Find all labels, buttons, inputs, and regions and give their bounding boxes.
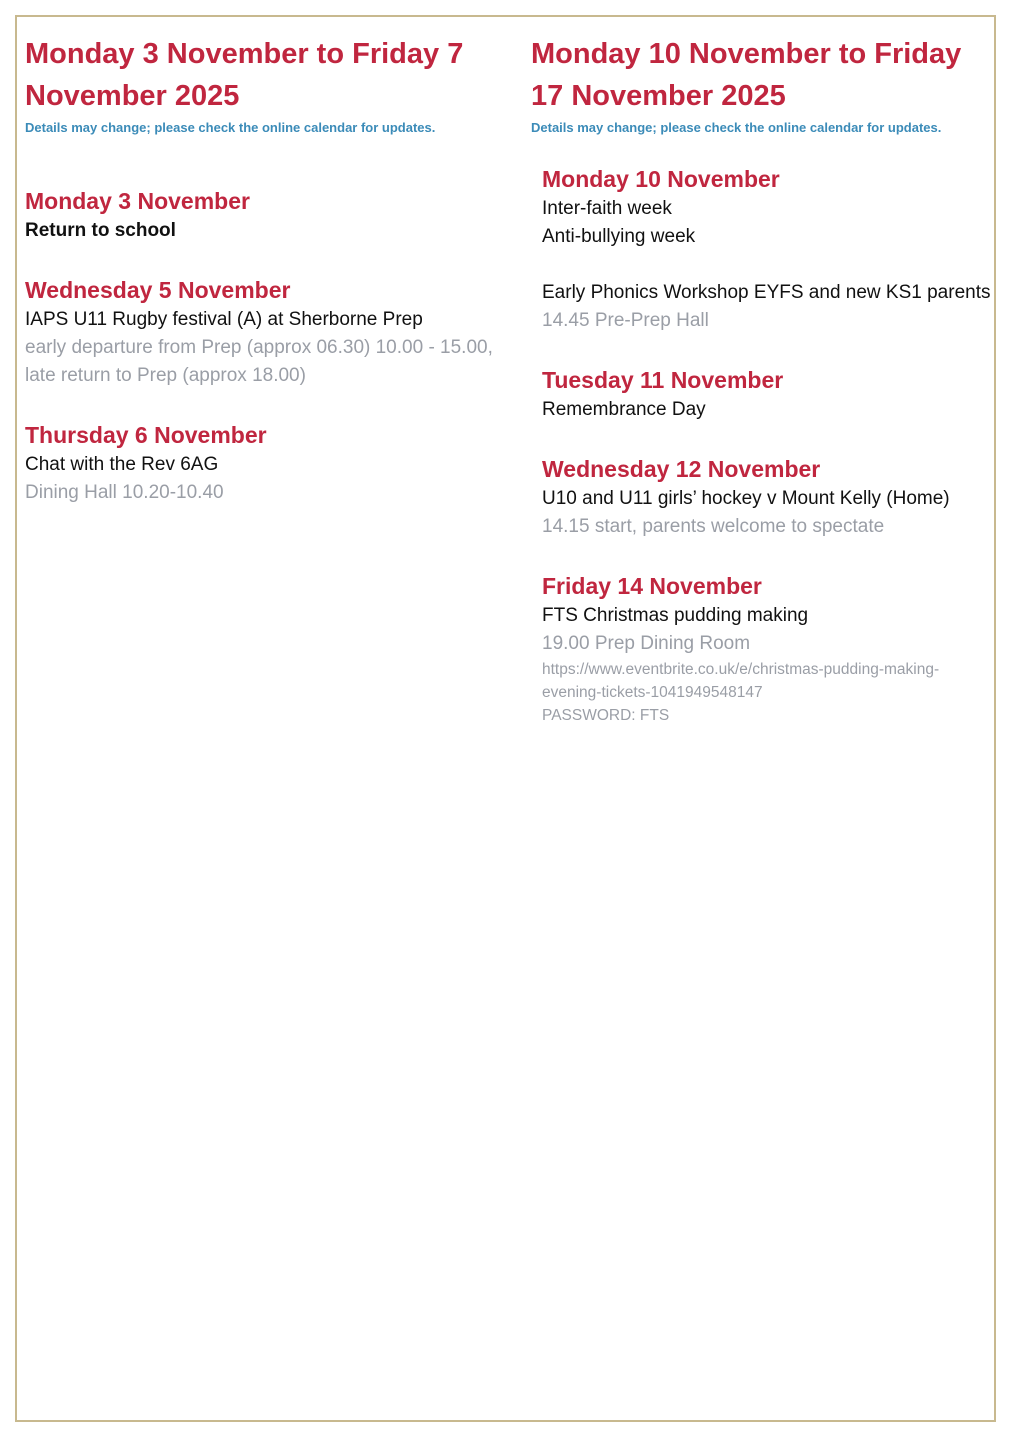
week-title: Monday 10 November to Friday 17 November 2025	[531, 38, 962, 112]
event-detail: Dining Hall 10.20-10.40	[25, 482, 224, 503]
event-title: Anti-bullying week	[542, 226, 696, 247]
event-title: U10 and U11 girls’ hockey v Mount Kelly (Home)	[542, 488, 950, 509]
disclaimer-note: Details may change; please check the online calendar for updates.	[25, 120, 436, 135]
event-title: IAPS U11 Rugby festival (A) at Sherborne Prep	[25, 309, 423, 330]
event-detail: 19.00 Prep Dining Room	[542, 633, 751, 654]
event-date: Wednesday 12 November	[542, 456, 821, 482]
event-title: Remembrance Day	[542, 399, 706, 420]
week-title: Monday 3 November to Friday 7 November 2025	[25, 38, 464, 112]
event-ticket-link[interactable]: https://www.eventbrite.co.uk/e/christmas-pudding-making-evening-tickets-1041949548147	[542, 661, 940, 701]
event-title: Inter-faith week	[542, 198, 672, 219]
event-detail: early departure from Prep (approx 06.30) 10.00 - 15.00, late return to Prep (approx 18.00)	[25, 337, 493, 386]
event-tuesday-11	[542, 364, 991, 424]
event-list	[531, 163, 991, 727]
event-wednesday-5	[25, 274, 495, 390]
event-title: Early Phonics Workshop EYFS and new KS1 parents	[542, 282, 991, 303]
event-date: Tuesday 11 November	[542, 367, 784, 393]
event-date: Monday 10 November	[542, 166, 780, 192]
event-list	[25, 185, 495, 507]
week-column-right	[531, 33, 991, 756]
event-monday-3	[25, 185, 495, 245]
week-column-left	[25, 33, 495, 536]
event-date: Monday 3 November	[25, 188, 250, 214]
event-wednesday-12	[542, 453, 991, 541]
event-detail: 14.45 Pre-Prep Hall	[542, 310, 709, 331]
event-thursday-6	[25, 419, 495, 507]
event-date: Wednesday 5 November	[25, 277, 291, 303]
event-date: Thursday 6 November	[25, 422, 267, 448]
event-password: PASSWORD: FTS	[542, 707, 670, 724]
event-title: Return to school	[25, 220, 176, 241]
disclaimer-note: Details may change; please check the online calendar for updates.	[531, 120, 942, 135]
event-title: Chat with the Rev 6AG	[25, 454, 219, 475]
event-title: FTS Christmas pudding making	[542, 605, 809, 626]
event-date: Friday 14 November	[542, 573, 762, 599]
event-friday-14	[542, 570, 991, 727]
event-detail: 14.15 start, parents welcome to spectate	[542, 516, 885, 537]
event-monday-10	[542, 163, 991, 335]
